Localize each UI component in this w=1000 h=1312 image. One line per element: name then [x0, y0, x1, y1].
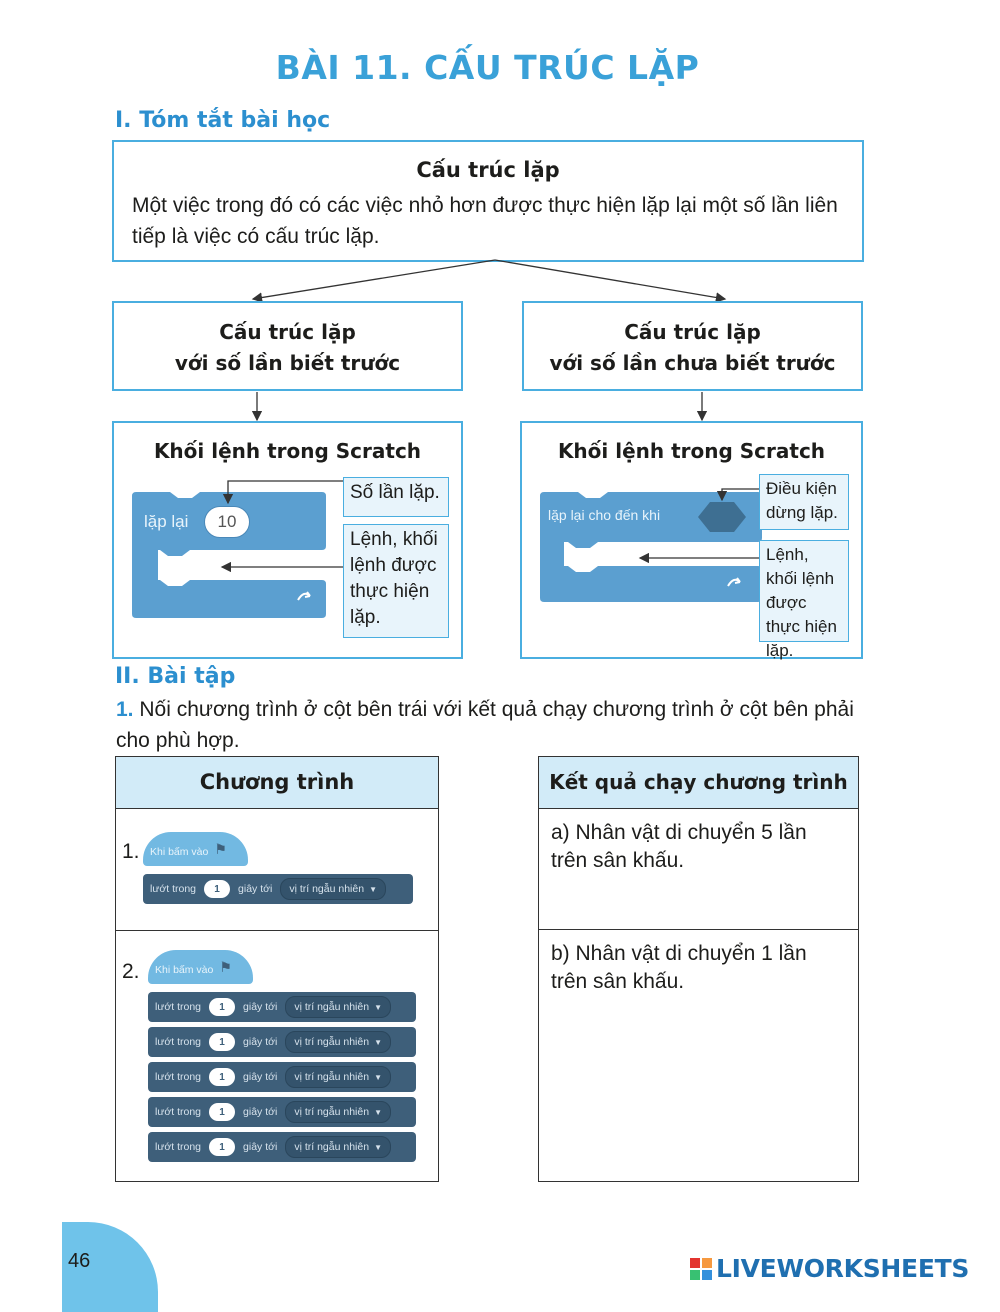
callout-repeat-count: Số lần lặp.	[343, 477, 449, 517]
to-label: giây tới	[238, 883, 273, 895]
seconds-input[interactable]: 1	[209, 998, 235, 1016]
target-dropdown[interactable]	[285, 996, 391, 1018]
repeat-until-label: lặp lại cho đến khi	[548, 507, 661, 523]
target-dropdown[interactable]	[285, 1136, 391, 1158]
brand-logo-icon	[690, 1258, 712, 1280]
target-dropdown[interactable]	[285, 1101, 391, 1123]
repeat-scratch-title: Khối lệnh trong Scratch	[153, 439, 422, 463]
green-flag-icon: ⚑	[219, 959, 232, 975]
dropdown-arrow-icon: ▼	[374, 1072, 382, 1082]
dropdown-arrow-icon: ▼	[374, 1002, 382, 1012]
target-dropdown[interactable]	[280, 878, 386, 900]
summary-title: Cấu trúc lặp	[416, 158, 560, 182]
glide-label: lướt trong	[155, 1071, 202, 1083]
target-label: vị trí ngẫu nhiên	[294, 1141, 370, 1153]
exercise-1-instruction: Nối chương trình ở cột bên trái với kết quả chạy chương trình ở cột bên phải cho phù hợp.	[116, 698, 854, 752]
seconds-input[interactable]: 1	[209, 1138, 235, 1156]
target-label: vị trí ngẫu nhiên	[294, 1001, 370, 1013]
dropdown-arrow-icon: ▼	[374, 1037, 382, 1047]
results-header: Kết quả chạy chương trình	[539, 757, 858, 809]
section-heading-summary: I. Tóm tắt bài học	[115, 108, 331, 133]
to-label: giây tới	[243, 1071, 278, 1083]
program-1-hat-label: Khi bấm vào	[150, 846, 209, 858]
result-row-a[interactable]	[539, 809, 858, 930]
program-row-1[interactable]	[116, 809, 438, 931]
right-callout-lines	[0, 0, 870, 660]
result-b-text: b) Nhân vật di chuyển 1 lần trên sân khấu.	[551, 942, 807, 993]
to-label: giây tới	[243, 1106, 278, 1118]
dropdown-arrow-icon: ▼	[374, 1142, 382, 1152]
dropdown-arrow-icon: ▼	[374, 1107, 382, 1117]
result-a-text: a) Nhân vật di chuyển 5 lần trên sân khấu.	[551, 821, 807, 872]
target-dropdown[interactable]	[285, 1066, 391, 1088]
brand-name: LIVEWORKSHEETS	[716, 1254, 970, 1283]
program-2-glide-block[interactable]	[148, 1132, 416, 1162]
to-label: giây tới	[243, 1036, 278, 1048]
results-table	[538, 756, 859, 1182]
callout-repeat-until-commands: Lệnh, khối lệnh được thực hiện lặp.	[759, 540, 849, 642]
glide-label: lướt trong	[155, 1141, 202, 1153]
glide-label: lướt trong	[155, 1106, 202, 1118]
repeat-count-input[interactable]: 10	[204, 506, 250, 538]
program-2-glide-block[interactable]	[148, 1062, 416, 1092]
glide-label: lướt trong	[155, 1036, 202, 1048]
program-2-glide-block[interactable]	[148, 1097, 416, 1127]
target-label: vị trí ngẫu nhiên	[289, 883, 365, 895]
brand-logo[interactable]	[690, 1254, 969, 1283]
seconds-input[interactable]: 1	[209, 1068, 235, 1086]
known-count-title-2: với số lần biết trước	[174, 351, 401, 375]
exercise-1-number: 1.	[116, 698, 134, 721]
target-label: vị trí ngẫu nhiên	[294, 1071, 370, 1083]
summary-text: Một việc trong đó có các việc nhỏ hơn được thực hiện lặp lại một số lần liên tiếp là việc có cấu trúc lặp.	[132, 194, 838, 248]
seconds-input[interactable]: 1	[209, 1103, 235, 1121]
page-title: BÀI 11. CẤU TRÚC LẶP	[275, 48, 700, 87]
program-2-hat-label: Khi bấm vào	[155, 964, 214, 976]
green-flag-icon: ⚑	[214, 841, 227, 857]
exercise-1-text	[116, 694, 866, 756]
programs-header: Chương trình	[116, 757, 438, 809]
known-count-title-1: Cấu trúc lặp	[219, 320, 356, 344]
target-dropdown[interactable]	[285, 1031, 391, 1053]
to-label: giây tới	[243, 1001, 278, 1013]
repeat-label: lặp lại	[144, 512, 189, 531]
program-1-hat-block[interactable]	[143, 832, 248, 866]
unknown-count-title-2: với số lần chưa biết trước	[549, 351, 836, 375]
program-2-number: 2.	[122, 960, 140, 983]
seconds-input[interactable]: 1	[204, 880, 230, 898]
program-2-glide-block[interactable]	[148, 992, 416, 1022]
page-number: 46	[68, 1250, 91, 1272]
program-1-glide-block[interactable]	[143, 874, 413, 904]
section-heading-exercises: II. Bài tập	[115, 664, 236, 689]
program-1-number: 1.	[122, 840, 140, 863]
glide-label: lướt trong	[150, 883, 197, 895]
repeat-until-scratch-title: Khối lệnh trong Scratch	[557, 439, 826, 463]
unknown-count-title-1: Cấu trúc lặp	[624, 320, 761, 344]
program-2-glide-block[interactable]	[148, 1027, 416, 1057]
target-label: vị trí ngẫu nhiên	[294, 1036, 370, 1048]
seconds-input[interactable]: 1	[209, 1033, 235, 1051]
callout-repeat-commands: Lệnh, khối lệnh được thực hiện lặp.	[343, 524, 449, 638]
to-label: giây tới	[243, 1141, 278, 1153]
callout-stop-condition: Điều kiện dừng lặp.	[759, 474, 849, 530]
result-row-b[interactable]	[539, 930, 858, 996]
program-2-hat-block[interactable]	[148, 950, 253, 984]
target-label: vị trí ngẫu nhiên	[294, 1106, 370, 1118]
dropdown-arrow-icon: ▼	[369, 884, 377, 894]
glide-label: lướt trong	[155, 1001, 202, 1013]
